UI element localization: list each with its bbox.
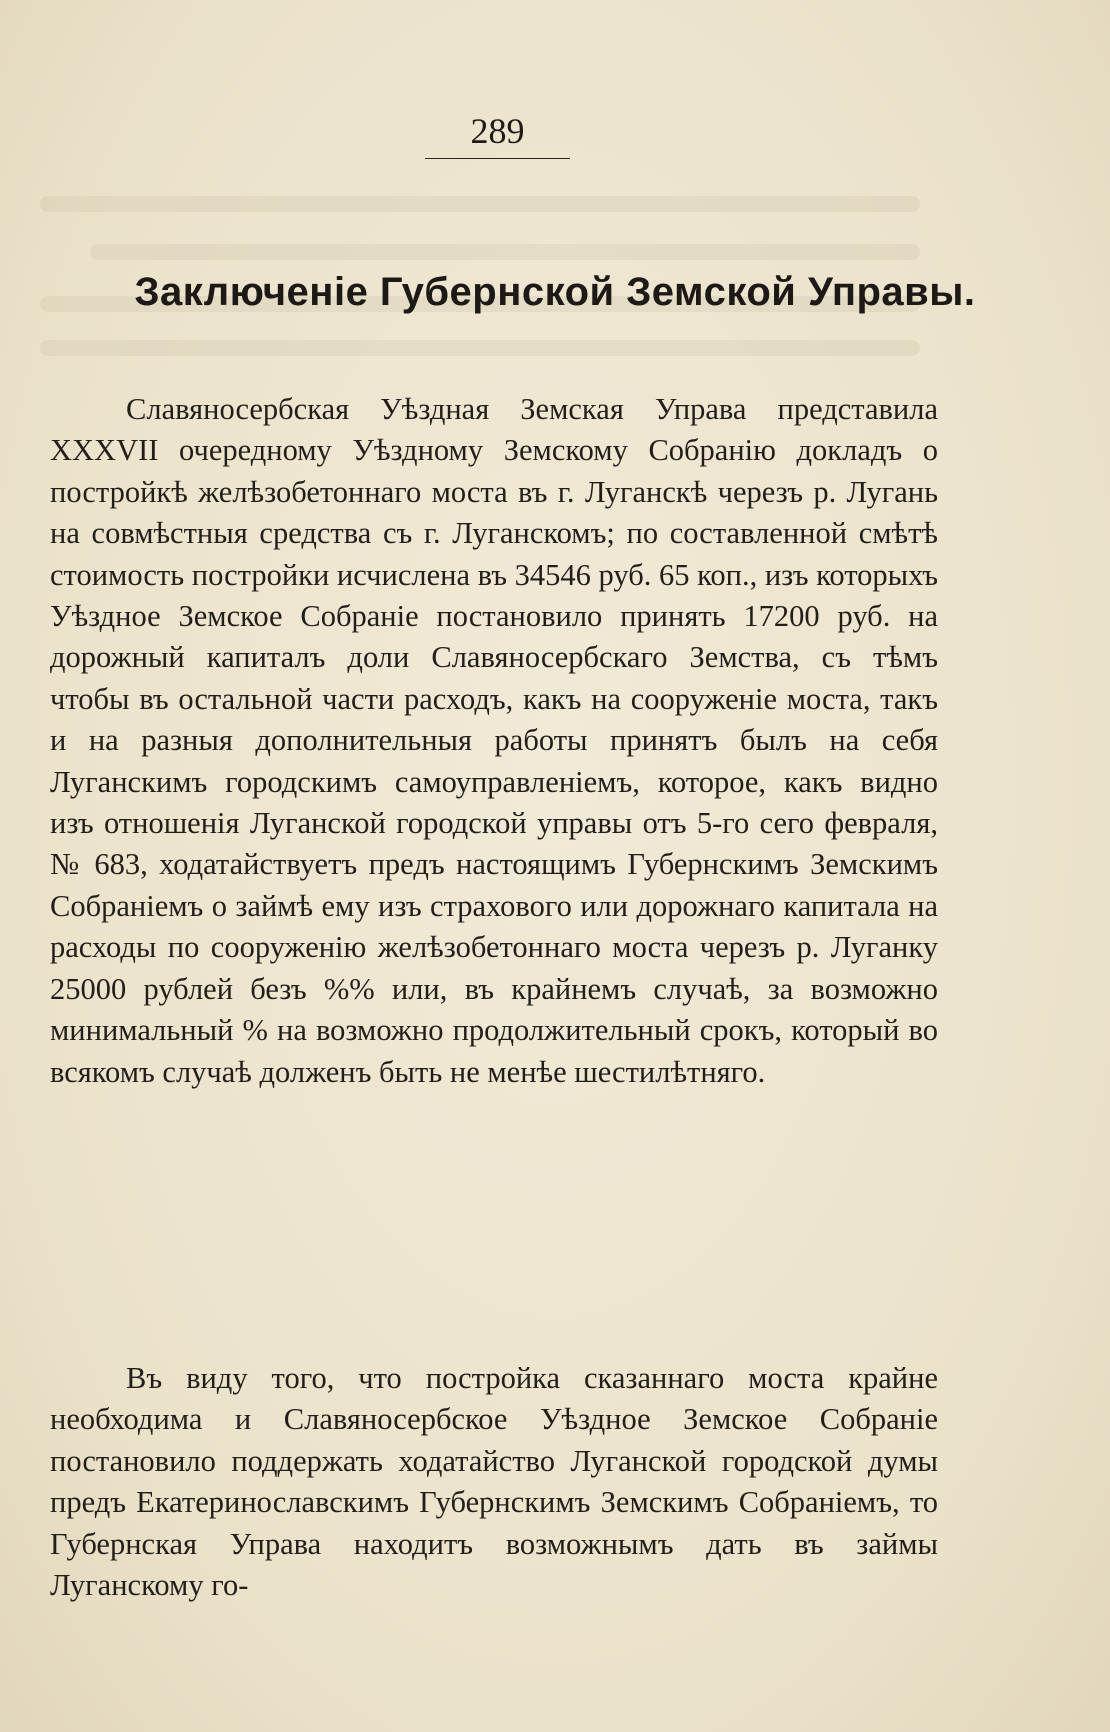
paragraph-2: Въ виду того, что постройка сказаннаго моста крайне необходима и Славяносербское Уѣздное Земское Собраніе постановило поддержать ходатайство Луганской городской думы предъ Екатеринославскимъ Губернскимъ Земскимъ Собраніемъ, то Губернская Управа находитъ возможнымъ дать въ займы Луганскому го- bbox=[50, 1361, 938, 1603]
page-number: 289 bbox=[470, 111, 525, 151]
page-number-rule bbox=[425, 158, 570, 159]
paragraph-1: Славяносербская Уѣздная Земская Управа представила XXXVII очередному Уѣздному Земскому Собранію докладъ о постройкѣ желѣзобетоннаго моста въ г. Луганскѣ черезъ р. Лугань на совмѣстныя средства съ г. Луганскомъ; по составленной смѣтѣ стоимость постройки исчислена въ 34546 руб. 65 коп., изъ которыхъ Уѣздное Земское Собраніе постановило принять 17200 руб. на дорожный капиталъ доли Славяносербскаго Земства, съ тѣмъ чтобы въ остальной части расходъ, какъ на сооруженіе моста, такъ и на разныя дополнительныя работы принятъ былъ на себя Луганскимъ городскимъ самоуправленіемъ, которое, какъ видно изъ отношенія Луганской городской управы отъ 5-го сего февраля, № 683, ходатайствуетъ предъ настоящимъ Губернскимъ Земскимъ Собраніемъ о займѣ ему изъ страхового или дорожнаго капитала на расходы по сооруженію желѣзобетоннаго моста черезъ р. Луганку 25000 рублей безъ %% или, въ крайнемъ случаѣ, за возможно минимальный % на возможно продолжительный срокъ, который во всякомъ случаѣ долженъ быть не менѣе шестилѣтняго. bbox=[50, 392, 938, 1089]
page-title: Заключеніе Губернской Земской Управы. bbox=[134, 270, 976, 314]
